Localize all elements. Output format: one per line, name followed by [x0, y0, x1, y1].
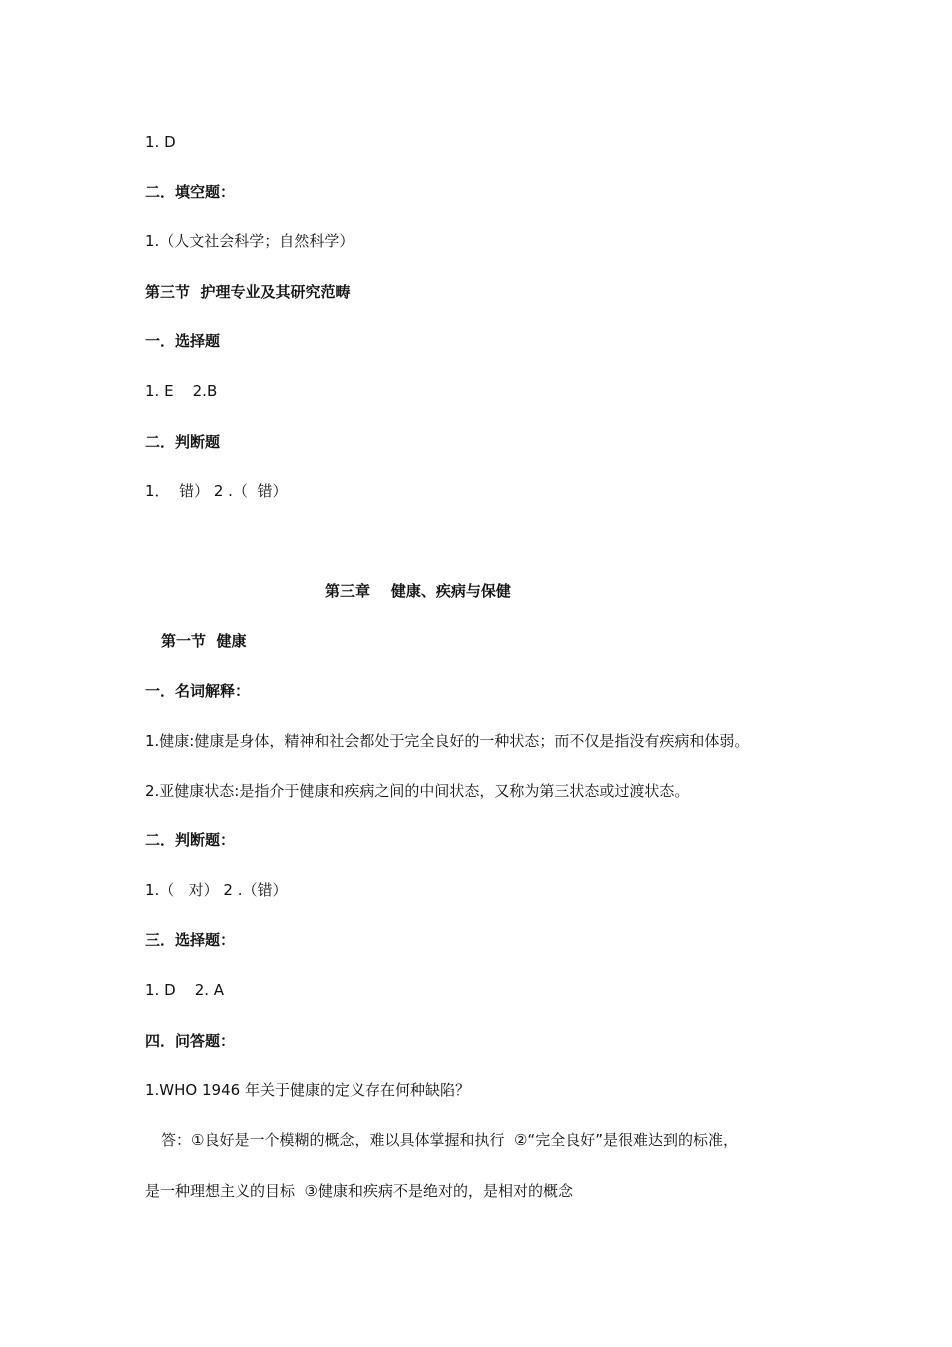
section-title: 第三节 护理专业及其研究范畴 — [145, 283, 351, 301]
section-title: 第一节 健康 — [161, 632, 247, 650]
section-heading: 二．判断题 — [145, 433, 221, 451]
section-heading: 三．选择题： — [145, 931, 236, 949]
answer-line: 1.（人文社会科学；自然科学） — [145, 232, 355, 250]
section-heading: 二．填空题： — [145, 183, 236, 201]
chapter-title: 第三章 健康、疾病与保健 — [325, 582, 511, 600]
section-heading: 一．选择题 — [145, 332, 221, 350]
section-heading: 二．判断题： — [145, 831, 236, 849]
question-line: 1.WHO 1946 年关于健康的定义存在何种缺陷？ — [145, 1081, 470, 1099]
answer-paragraph: 答：①良好是一个模糊的概念，难以具体掌握和执行 ②“完全良好”是很难达到的标准， — [161, 1131, 738, 1149]
answer-line: 1.（ 对） 2 .（错） — [145, 881, 288, 899]
answer-paragraph: 是一种理想主义的目标 ③健康和疾病不是绝对的，是相对的概念 — [145, 1182, 573, 1200]
answer-line: 1． 错） 2 .（ 错） — [145, 482, 288, 500]
answer-line: 1. E 2.B — [145, 382, 218, 400]
definition-line: 2.亚健康状态:是指介于健康和疾病之间的中间状态，又称为第三状态或过渡状态。 — [145, 782, 690, 800]
answer-line: 1. D 2. A — [145, 981, 225, 999]
section-heading: 四．问答题： — [145, 1032, 236, 1050]
answer-line: 1. D — [145, 133, 176, 151]
definition-line: 1.健康:健康是身体，精神和社会都处于完全良好的一种状态；而不仅是指没有疾病和体弱。 — [145, 732, 750, 750]
section-heading: 一．名词解释： — [145, 682, 251, 700]
